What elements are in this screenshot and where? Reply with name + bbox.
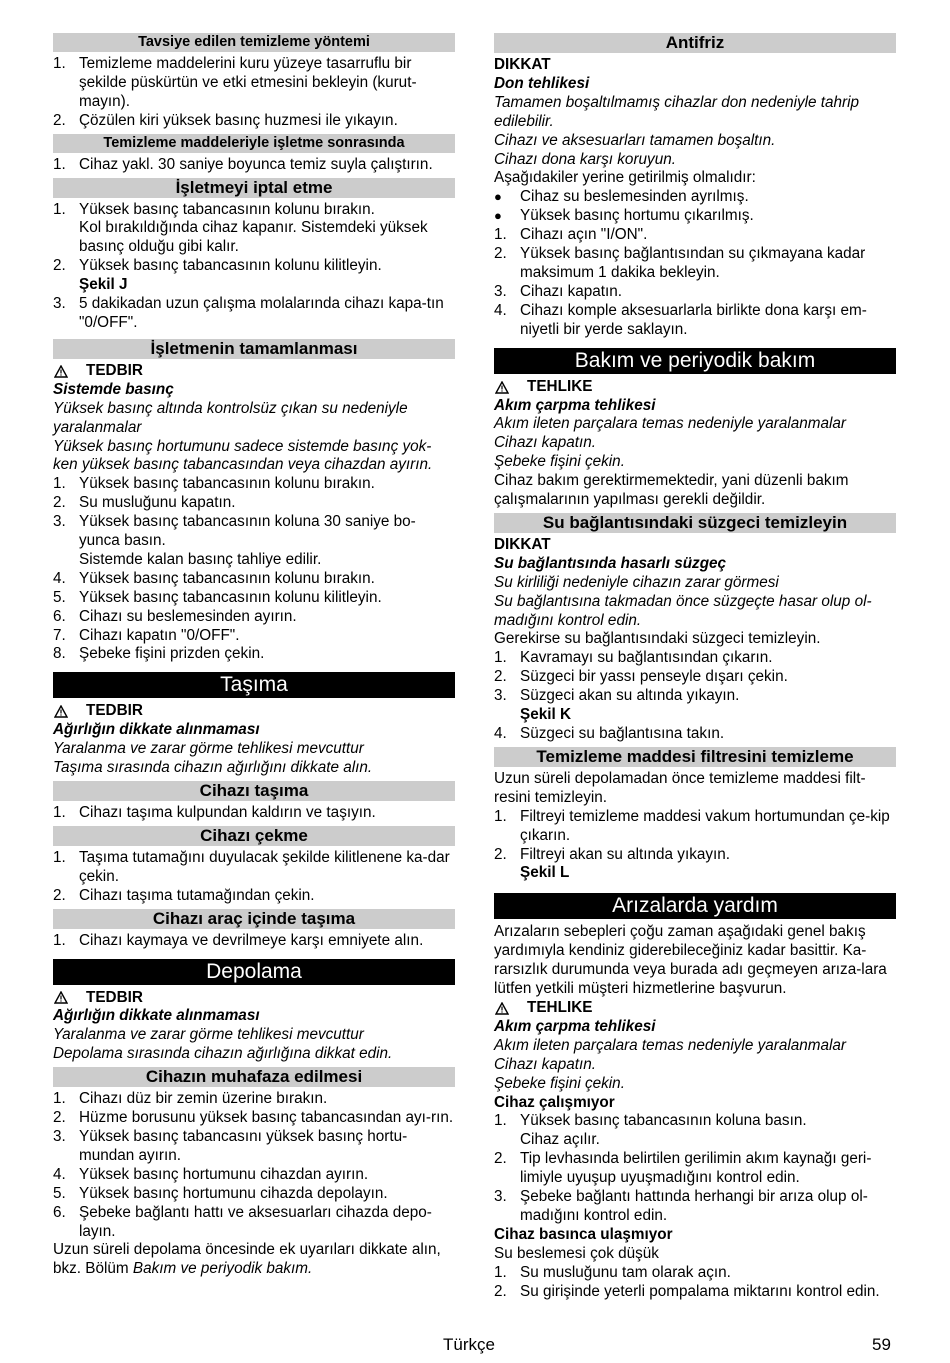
list-item: 2. Tip levhasında belirtilen gerilimin akım kaynağı geri-limiyle uyuşup uyuşmadığını kontrol edin. [494,1150,872,1187]
list-item: 1. Taşıma tutamağını duyulacak şekilde kilitlenene ka-dar çekin. [53,848,450,885]
warning-label: TEDBIR [53,362,455,381]
warning-triangle-icon [495,1002,509,1015]
warning-text: Şebeke fişini çekin. [494,453,625,471]
list-item: 8. Şebeke fişini prizden çekin. [53,645,265,663]
list-item: 2. Süzgeci bir yassı penseyle dışarı çekin. [494,668,788,686]
list-item: 3. Şebeke bağlantı hattında herhangi bir arıza olup ol-madığını kontrol edin. [494,1188,868,1224]
subheading: Cihaz basınca ulaşmıyor [494,1225,673,1243]
list-item: 2. Yüksek basınç tabancasının kolunu kilitleyin. [53,257,382,275]
list-item: 1. Cihazı kaymaya ve devrilmeye karşı emniyete alın. [53,931,424,949]
list-item: 1. Yüksek basınç tabancasının koluna basın. [494,1112,807,1130]
warning-title: Akım çarpma tehlikesi [494,396,656,414]
list-item: 3. Süzgeci akan su altında yıkayın. [494,687,740,705]
warning-title: Sistemde basınç [53,380,174,398]
list-item: 3. Cihazı kapatın. [494,282,623,300]
list-item: 4. Yüksek basınç hortumunu cihazdan ayırın. [53,1165,369,1183]
warning-text: Cihazı kapatın. [494,1055,597,1073]
list-item: 1. Su musluğunu tam olarak açın. [494,1263,731,1281]
figure-ref: Şekil J [79,276,128,294]
warning-triangle-icon [54,991,68,1004]
bullet-icon: ● [494,208,502,224]
section-heading: Su bağlantısındaki süzgeci temizleyin [494,513,896,533]
chapter-heading: Taşıma [53,672,455,698]
right-column [494,30,896,1301]
warning-label: TEDBIR [53,989,455,1008]
warning-text: Taşıma sırasında cihazın ağırlığını dikkate alın. [53,759,373,777]
warning-label: DIKKAT [494,535,551,553]
warning-title: Ağırlığın dikkate alınmaması [53,1007,260,1025]
warning-text: Akım ileten parçalara temas nedeniyle yaralanmalar [494,415,847,433]
warning-text: Cihazı ve aksesuarları tamamen boşaltın. [494,131,776,149]
paragraph: Cihaz bakım gerektirmemektedir, yani düzenli bakım çalışmalarının yapılması gerekli değildir. [494,472,849,509]
chapter-heading: Bakım ve periyodik bakım [494,348,896,374]
section-heading: Cihazın muhafaza edilmesi [53,1067,455,1087]
list-note: Cihaz açılır. [520,1131,600,1149]
paragraph: Uzun süreli depolama öncesinde ek uyarıları dikkate alın, bkz. Bölüm Bakım ve periyodik bakım. [53,1241,441,1278]
list-item: 1. Yüksek basınç tabancasının kolunu bırakın. [53,475,375,493]
footer-language: Türkçe [443,1335,495,1354]
list-item: 1. Yüksek basınç tabancasının kolunu bırakın. [53,200,375,218]
list-item: 5. Yüksek basınç tabancasının kolunu kilitleyin. [53,588,382,606]
figure-ref: Şekil K [520,706,572,724]
paragraph: Aşağıdakiler yerine getirilmiş olmalıdır: [494,169,756,187]
list-note: Sistemde kalan basınç tahliye edilir. [79,550,322,568]
warning-label: TEDBIR [53,702,455,721]
warning-triangle-icon [54,365,68,378]
figure-ref: Şekil L [520,864,570,882]
list-item: 1. Cihazı taşıma kulpundan kaldırın ve taşıyın. [53,804,376,821]
section-heading: İşletmeyi iptal etme [53,178,455,198]
paragraph: Su beslemesi çok düşük [494,1244,659,1262]
section-heading: Cihazı çekme [53,826,455,846]
list-item: 7. Cihazı kapatın "0/OFF". [53,626,240,644]
list-item: 2. Su musluğunu kapatın. [53,494,236,512]
list-item: 2. Su girişinde yeterli pompalama miktarını kontrol edin. [494,1282,880,1300]
warning-title: Ağırlığın dikkate alınmaması [53,721,260,739]
list-item: 3. Yüksek basınç tabancasını yüksek basınç hortu-mundan ayırın. [53,1127,408,1164]
section-heading: Tavsiye edilen temizleme yöntemi [53,33,455,52]
cross-reference: Bakım ve periyodik bakım. [132,1260,313,1278]
warning-title: Akım çarpma tehlikesi [494,1017,656,1035]
bullet-icon: ● [494,189,502,205]
warning-text: Yüksek basınç hortumunu sadece sistemde basınç yok-ken yüksek basınç tabancasından veya cihazdan ayırın. [53,437,433,474]
page-number: 59 [872,1335,891,1354]
list-item: 2. Yüksek basınç bağlantısından su çıkmayana kadar maksimum 1 dakika bekleyin. [494,245,866,281]
list-item: 2. Cihazı taşıma tutamağından çekin. [53,886,315,904]
chapter-heading: Arızalarda yardım [494,893,896,919]
list-item: 1. Cihaz yakl. 30 saniye boyunca temiz suyla çalıştırın. [53,155,433,173]
list-item: 1. Cihazı düz bir zemin üzerine bırakın. [53,1090,328,1108]
warning-text: Su kirliliği nedeniyle cihazın zarar görmesi [494,573,779,591]
warning-label: TEHLIKE [494,999,896,1018]
list-item: 1. Temizleme maddelerini kuru yüzeye tasarruflu bir şekilde püskürtün ve etki etmesini bekleyin (kurut-mayın). [53,55,417,110]
list-item: 5. Yüksek basınç hortumunu cihazda depolayın. [53,1184,388,1202]
paragraph: Uzun süreli depolamadan önce temizleme maddesi filt-resini temizleyin. [494,769,866,806]
paragraph: Gerekirse su bağlantısındaki süzgeci temizleyin. [494,630,821,648]
list-item: 3. 5 dakikadan uzun çalışma molalarında cihazı kapa-tın "0/OFF". [53,295,444,331]
list-item: 1. Kavramayı su bağlantısından çıkarın. [494,649,773,667]
list-item: 2. Hüzme borusunu yüksek basınç tabancasından ayı-rın. [53,1109,454,1127]
list-item: 6. Cihazı su beslemesinden ayırın. [53,607,297,625]
section-heading: Cihazı araç içinde taşıma [53,909,455,929]
section-heading: Cihazı taşıma [53,781,455,801]
warning-label: TEHLIKE [494,378,896,397]
warning-title: Su bağlantısında hasarlı süzgeç [494,554,727,572]
warning-text: Akım ileten parçalara temas nedeniyle yaralanmalar [494,1036,847,1054]
subheading: Cihaz çalışmıyor [494,1093,615,1111]
warning-text: Depolama sırasında cihazın ağırlığına dikkat edin. [53,1045,393,1063]
warning-text: Cihazı kapatın. [494,434,597,452]
bullet-item: ● Cihaz su beslemesinden ayrılmış. [494,188,749,206]
list-item: 6. Şebeke bağlantı hattı ve aksesuarları cihazda depo-layın. [53,1203,432,1240]
list-item: 4. Süzgeci su bağlantısına takın. [494,725,725,742]
list-note: Kol bırakıldığında cihaz kapanır. Sistemdeki yüksek basınç olduğu gibi kalır. [79,219,428,256]
list-item: 4. Yüksek basınç tabancasının kolunu bırakın. [53,569,375,587]
section-heading: İşletmenin tamamlanması [53,339,455,359]
list-item: 4. Cihazı komple aksesuarlarla birlikte dona karşı em-niyetli bir yerde saklayın. [494,301,867,338]
section-heading: Temizleme maddesi filtresini temizleme [494,747,896,767]
left-column [53,30,455,1279]
bullet-item: ● Yüksek basınç hortumu çıkarılmış. [494,207,754,225]
warning-triangle-icon [54,705,68,718]
list-item: 1. Filtreyi temizleme maddesi vakum hortumundan çe-kip çıkarın. [494,807,890,844]
warning-triangle-icon [495,381,509,394]
warning-text: Yaralanma ve zarar görme tehlikesi mevcuttur [53,740,364,758]
warning-text: Su bağlantısına takmadan önce süzgeçte hasar olup ol-madığını kontrol edin. [494,592,872,629]
list-item: 1. Cihazı açın "I/ON". [494,226,648,244]
warning-title: Don tehlikesi [494,74,590,92]
warning-label: DIKKAT [494,56,551,73]
list-item: 2. Filtreyi akan su altında yıkayın. [494,845,731,863]
warning-text: Cihazı dona karşı koruyun. [494,150,676,168]
warning-text: Şebeke fişini çekin. [494,1074,625,1092]
section-heading: Temizleme maddeleriyle işletme sonrasında [53,134,455,153]
paragraph: Arızaların sebepleri çoğu zaman aşağıdaki genel bakış yardımıyla kendiniz giderebileceğiniz kadar basittir. Ka-rarsızlık durumunda veya burada adı geçmeyen arıza-lara lütfen yetkili müşteri hizmetlerine başvurun. [494,923,887,998]
section-heading: Antifriz [494,33,896,53]
list-item: 3. Yüksek basınç tabancasının koluna 30 saniye bo-yunca basın. [53,513,416,550]
warning-text: Yüksek basınç altında kontrolsüz çıkan su nedeniyle yaralanmalar [53,399,408,436]
list-item: 2. Çözülen kiri yüksek basınç huzmesi ile yıkayın. [53,111,398,129]
warning-text: Tamamen boşaltılmamış cihazlar don nedeniyle tahrip edilebilir. [494,93,860,130]
warning-text: Yaralanma ve zarar görme tehlikesi mevcuttur [53,1026,364,1044]
chapter-heading: Depolama [53,959,455,985]
